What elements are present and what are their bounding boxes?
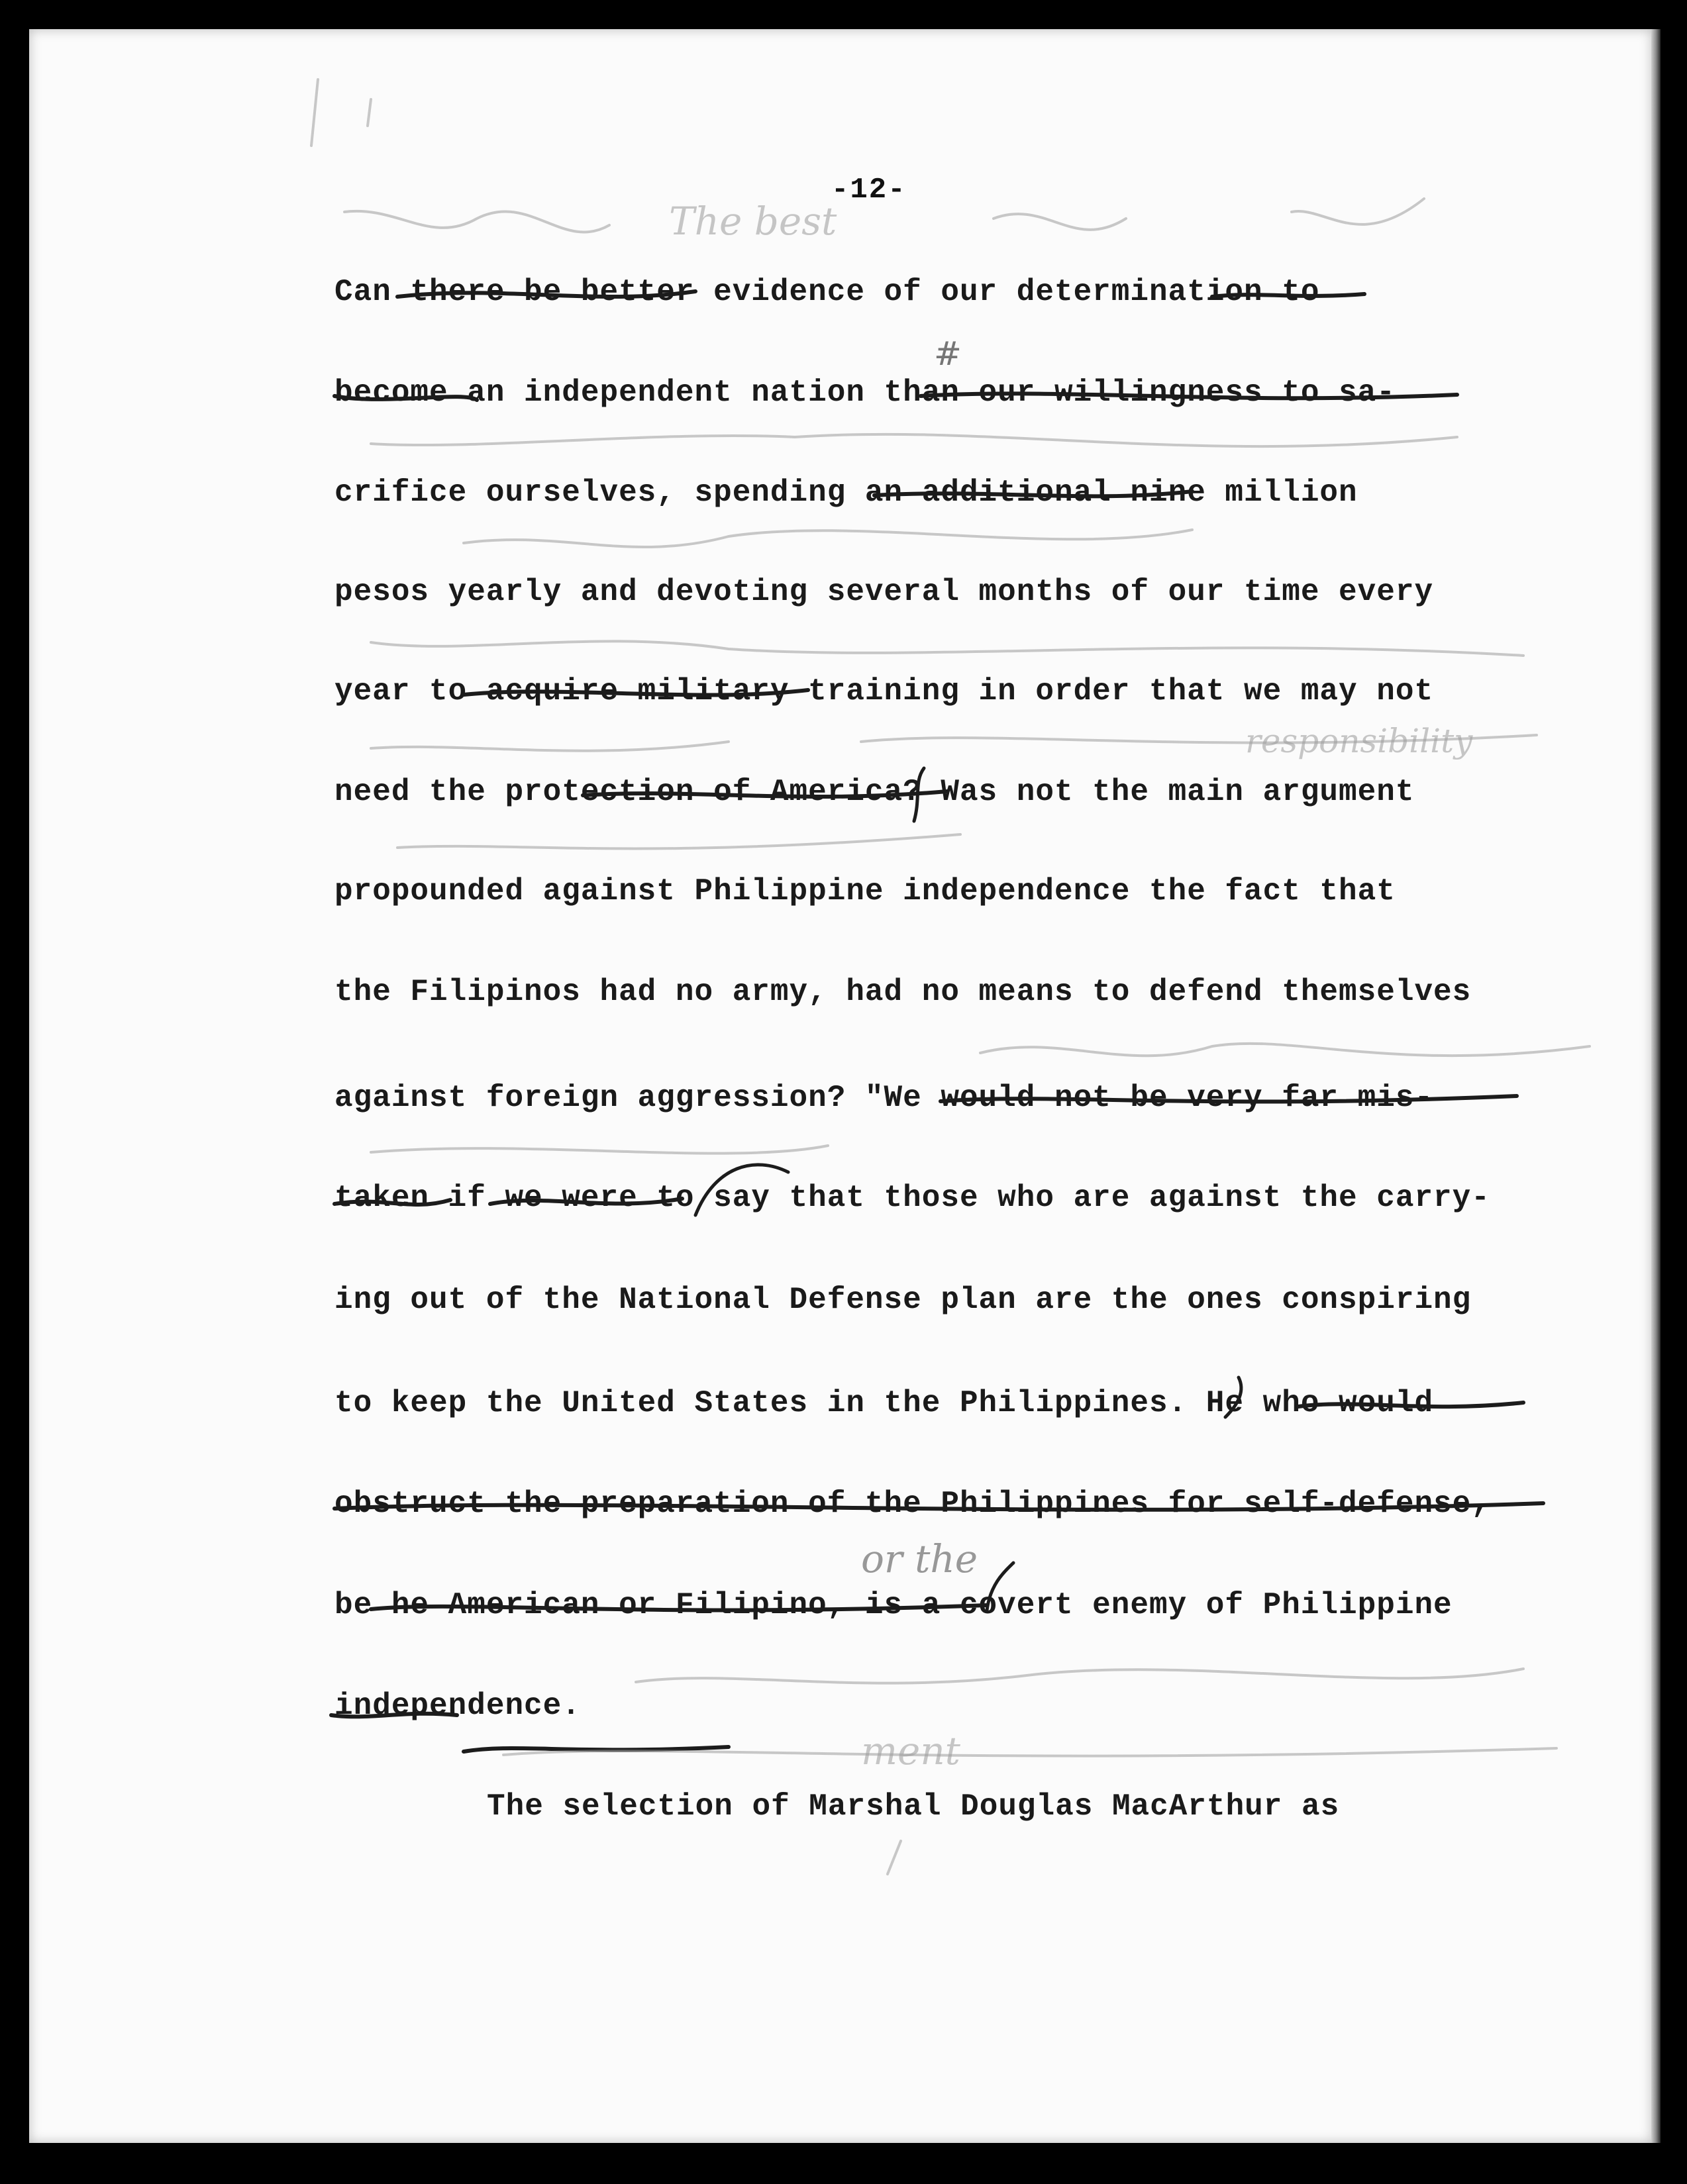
typed-line: pesos yearly and devoting several months of our time every — [334, 575, 1434, 609]
handwritten-insert-or-the: or the — [861, 1536, 978, 1581]
typed-line: need the protection of America? Was not the main argument — [334, 775, 1415, 809]
typed-line-final: The selection of Marshal Douglas MacArthur as — [487, 1789, 1340, 1824]
typed-line: independence. — [334, 1689, 581, 1723]
handwritten-margin-note: responsibility — [1245, 722, 1473, 760]
typed-line: the Filipinos had no army, had no means to defend themselves — [334, 975, 1472, 1009]
typed-line: crifice ourselves, spending an additional nine million — [334, 475, 1358, 510]
handwritten-insert-mark: # — [934, 334, 962, 373]
typed-line: Can there be better evidence of our determination to — [334, 275, 1320, 309]
typed-line: against foreign aggression? "We would not be very far mis- — [334, 1081, 1434, 1115]
typed-line: be he American or Filipino, is a covert enemy of Philippine — [334, 1588, 1453, 1622]
handwritten-note-top: The best — [669, 199, 837, 244]
typed-line: ing out of the National Defense plan are the ones conspiring — [334, 1283, 1472, 1317]
typed-line: propounded against Philippine independence the fact that — [334, 874, 1396, 909]
handwritten-bottom-note: ment — [861, 1728, 960, 1773]
typed-line: taken if we were to say that those who are against the carry- — [334, 1181, 1490, 1215]
typed-line: become an independent nation than our willingness to sa- — [334, 375, 1396, 410]
paper-edge — [1651, 29, 1661, 2143]
typed-line: to keep the United States in the Philippines. He who would — [334, 1386, 1434, 1420]
page-number: -12- — [831, 174, 907, 207]
typed-line: obstruct the preparation of the Philippines for self-defense, — [334, 1487, 1490, 1521]
typed-line: year to acquire military training in order that we may not — [334, 674, 1434, 709]
